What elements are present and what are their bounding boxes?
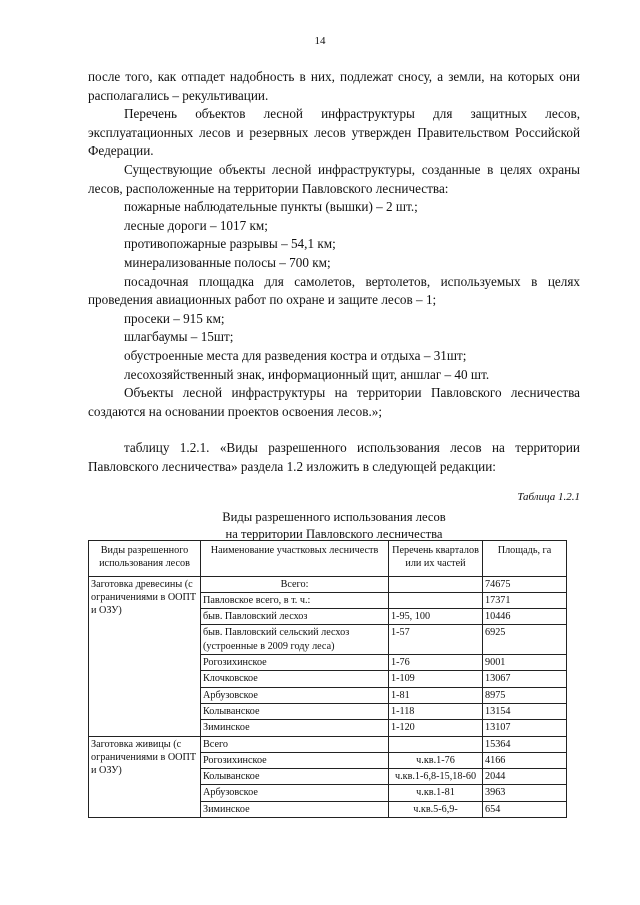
quarters-cell: 1-118: [389, 703, 483, 719]
quarters-cell: [389, 576, 483, 592]
paragraph: Объекты лесной инфраструктуры на территории Павловского лесничества создаются на основании проектов освоения лесов.»;: [88, 385, 580, 419]
forestry-name-cell: Арбузовское: [201, 687, 389, 703]
table-caption: Таблица 1.2.1: [517, 491, 580, 504]
paragraph: посадочная площадка для самолетов, вертолетов, используемых в целях проведения авиационных работ по охране и защите лесов – 1;: [88, 273, 580, 308]
area-cell: 74675: [483, 576, 567, 592]
paragraph: Существующие объекты лесной инфраструктуры, созданные в целях охраны лесов, расположенные на территории Павловского лесничества:: [88, 161, 580, 196]
table-header-row: [89, 541, 567, 577]
page-number: 14: [314, 35, 326, 47]
table-title-line-1: Виды разрешенного использования лесов: [222, 510, 446, 525]
forestry-name-cell: Зиминское: [201, 720, 389, 736]
area-cell: 6925: [483, 625, 567, 655]
quarters-cell: ч.кв.1-6,8-15,18-60: [389, 769, 483, 785]
forestry-name-cell: Рогозихинское: [201, 655, 389, 671]
table-body: [89, 576, 567, 817]
paragraph-spacer: [88, 421, 580, 439]
header-use-type: Виды разрешенного использования лесов: [89, 541, 201, 577]
quarters-cell: 1-120: [389, 720, 483, 736]
document-body: [88, 68, 580, 543]
forest-use-table: [88, 540, 567, 818]
forestry-name-cell: Всего: [201, 736, 389, 752]
quarters-cell: [389, 736, 483, 752]
forestry-name-cell: Арбузовское: [201, 785, 389, 801]
quarters-cell: ч.кв.1-76: [389, 752, 483, 768]
forestry-name-cell: быв. Павловский лесхоз: [201, 609, 389, 625]
quarters-cell: ч.кв.5-6,9-: [389, 801, 483, 817]
area-cell: 654: [483, 801, 567, 817]
forestry-name-cell: Клочковское: [201, 671, 389, 687]
forestry-name-cell: Павловское всего, в т. ч.:: [201, 592, 389, 608]
table-row: [89, 736, 567, 752]
table-title: [88, 509, 580, 543]
forestry-name-cell: Колыванское: [201, 769, 389, 785]
area-cell: 3963: [483, 785, 567, 801]
use-type-cell: Заготовка древесины (с ограничениями в ООПТ и ОЗУ): [89, 576, 201, 736]
paragraph: минерализованные полосы – 700 км;: [124, 254, 331, 270]
area-cell: 13107: [483, 720, 567, 736]
area-cell: 15364: [483, 736, 567, 752]
area-cell: 10446: [483, 609, 567, 625]
paragraph: после того, как отпадет надобность в них, подлежат сносу, а земли, на которых они располагались – рекультивации.: [88, 69, 580, 103]
area-cell: 17371: [483, 592, 567, 608]
forestry-name-cell: Зиминское: [201, 801, 389, 817]
paragraphs: [88, 68, 580, 476]
area-cell: 9001: [483, 655, 567, 671]
paragraph: лесохозяйственный знак, информационный щит, аншлаг – 40 шт.: [124, 366, 490, 382]
header-forestry-name: Наименование участковых лесничеств: [201, 541, 389, 577]
forestry-name-cell: Всего:: [201, 576, 389, 592]
use-type-cell: Заготовка живицы (с ограничениями в ООПТ и ОЗУ): [89, 736, 201, 817]
paragraph: просеки – 915 км;: [124, 310, 225, 326]
paragraph: таблицу 1.2.1. «Виды разрешенного использования лесов на территории Павловского лесничества» раздела 1.2 изложить в следующей редакции:: [88, 440, 580, 474]
forestry-name-cell: Рогозихинское: [201, 752, 389, 768]
quarters-cell: [389, 592, 483, 608]
area-cell: 8975: [483, 687, 567, 703]
quarters-cell: 1-81: [389, 687, 483, 703]
area-cell: 4166: [483, 752, 567, 768]
paragraph: обустроенные места для разведения костра и отдыха – 31шт;: [124, 347, 467, 363]
header-area: Площадь, га: [483, 541, 567, 577]
area-cell: 13154: [483, 703, 567, 719]
quarters-cell: ч.кв.1-81: [389, 785, 483, 801]
header-quarters: Перечень кварталов или их частей: [389, 541, 483, 577]
paragraph: Перечень объектов лесной инфраструктуры для защитных лесов, эксплуатационных лесов и резервных лесов утвержден Правительством Российской Федерации.: [88, 106, 580, 159]
forestry-name-cell: быв. Павловский сельский лесхоз (устроенные в 2009 году леса): [201, 625, 389, 655]
quarters-cell: 1-95, 100: [389, 609, 483, 625]
table-title-line-2: на территории Павловского лесничества: [225, 527, 443, 542]
quarters-cell: 1-76: [389, 655, 483, 671]
quarters-cell: 1-109: [389, 671, 483, 687]
paragraph: пожарные наблюдательные пункты (вышки) – 2 шт.;: [124, 199, 418, 215]
quarters-cell: 1-57: [389, 625, 483, 655]
area-cell: 13067: [483, 671, 567, 687]
paragraph: противопожарные разрывы – 54,1 км;: [124, 236, 336, 252]
table-row: [89, 576, 567, 592]
paragraph: лесные дороги – 1017 км;: [124, 217, 268, 233]
forestry-name-cell: Колыванское: [201, 703, 389, 719]
paragraph: шлагбаумы – 15шт;: [124, 329, 234, 345]
area-cell: 2044: [483, 769, 567, 785]
